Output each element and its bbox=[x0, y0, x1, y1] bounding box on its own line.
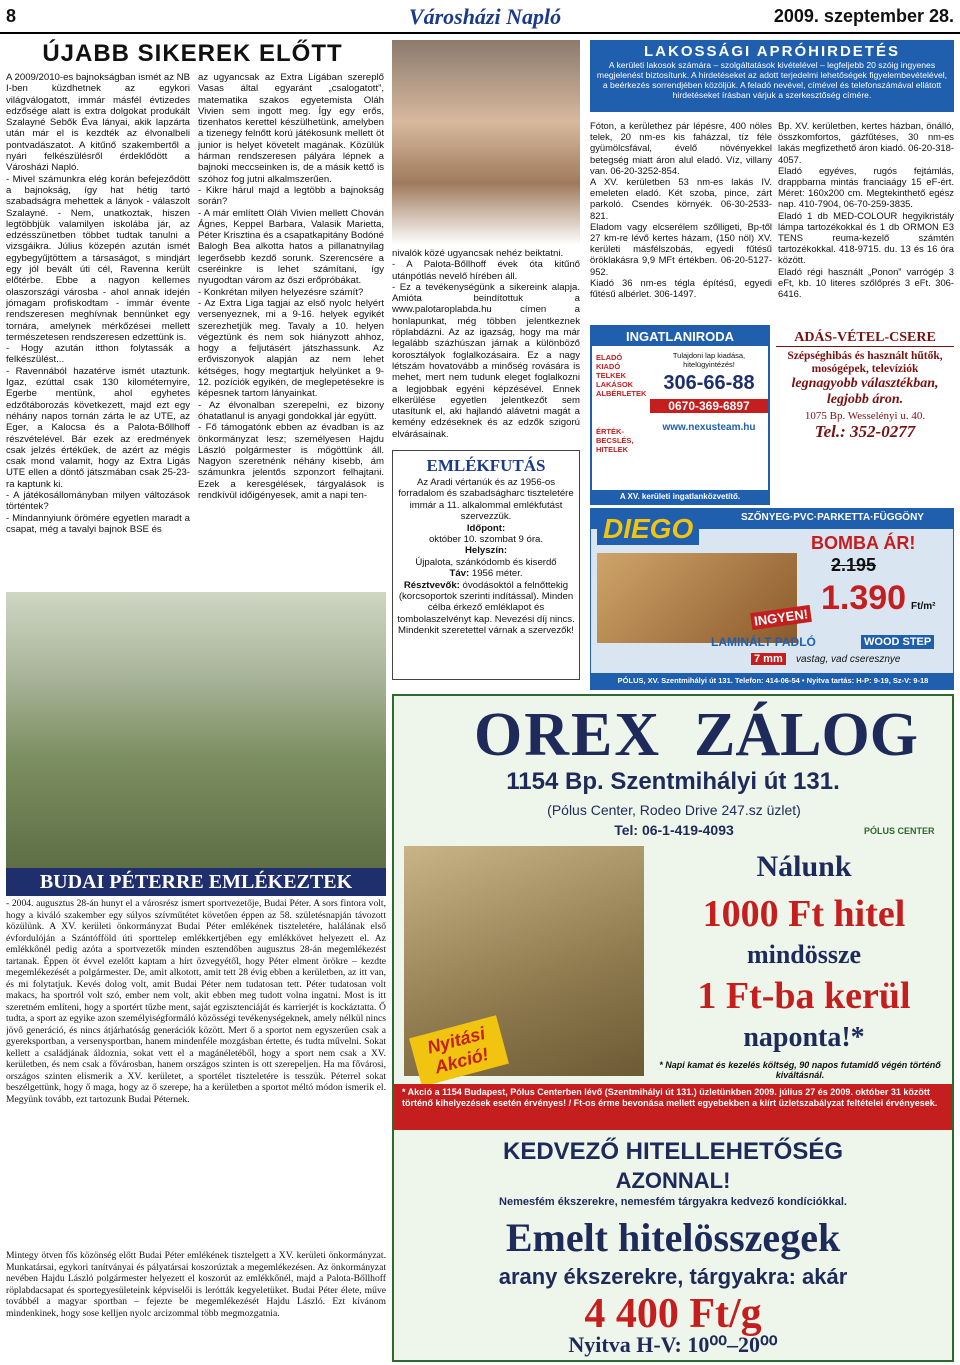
memorial-part-label: Résztvevők: bbox=[403, 579, 460, 591]
orex-note: * Napi kamat és kezelés költség, 90 napos futamidő végén történő kiváltásnál. bbox=[659, 1060, 941, 1080]
memorial-photo bbox=[6, 592, 386, 868]
orex-brand: OREX bbox=[474, 701, 662, 769]
article-headline: ÚJABB SIKEREK ELŐTT bbox=[42, 40, 343, 67]
orex-price: 4 400 Ft/g bbox=[584, 1291, 762, 1337]
memorial-when-label: Időpont: bbox=[466, 522, 506, 534]
orex-addr: 1154 Bp. Szentmihályi út 131. bbox=[506, 768, 840, 795]
classifieds-col-b: Bp. XV. kerületben, kertes házban, önálló, összkomfortos, gázfűtéses, 30 nm-es lakás megfizethető áron kiadó. 06-20-318-4057. Eladó egyéves, rugós fejtámlás, drappbarna mintás franciaágy 15 eF-ért. Méret: 160x200 cm. Megtekinthető egész nap. 410-7904, 06-70-259-3835. Eladó 1 db MED-COLOUR hegyikristály lámpa tartozékokkal és 1 db ORMON E3 TENS reuma-kezelő számtén tartozékokkal. 418-9715. du. 13 és 16 óra között. Eladó régi használt „Ponon” varrógép 3 eFt, kb. 10 literes szőlőprés 3 eFt. 306-6416. bbox=[778, 120, 954, 300]
orex-tel: Tel: 06-1-419-4093 bbox=[614, 822, 734, 838]
memorial-title: EMLÉKFUTÁS bbox=[426, 456, 546, 475]
orex-arany: arany ékszerekre, tárgyakra: akár bbox=[498, 1264, 848, 1289]
ingatlan-sub: Tulajdoni lap kiadása, hitelügyintézés! bbox=[672, 351, 746, 369]
ingatlan-phone-1: 306-66-88 bbox=[663, 372, 755, 394]
diego-logo: DIEGO bbox=[597, 513, 699, 545]
ingatlan-foot: A XV. kerületi ingatlanközvetítő. bbox=[592, 490, 768, 503]
adas-ad bbox=[776, 330, 954, 500]
ingatlan-phone-2: 0670-369-6897 bbox=[650, 399, 768, 413]
orex-naponta: naponta!* bbox=[743, 1022, 865, 1053]
adas-tel: Tel.: 352-0277 bbox=[814, 422, 916, 441]
memorial-when: október 10. szombat 9 óra. bbox=[428, 534, 544, 546]
diego-woodstep: WOOD STEP bbox=[861, 635, 934, 649]
orex-polus: PÓLUS CENTER bbox=[864, 826, 935, 836]
adas-title: ADÁS-VÉTEL-CSERE bbox=[776, 330, 954, 347]
classifieds-header bbox=[590, 40, 954, 112]
orex-mall: (Pólus Center, Rodeo Drive 247.sz üzlet) bbox=[547, 802, 801, 818]
diego-product-image bbox=[597, 553, 797, 643]
ingatlan-side: ELADÓ KIADÓ TELKEK LAKÁSOK ALBÉRLETEK bbox=[596, 353, 647, 398]
diego-ad bbox=[590, 508, 954, 690]
memorial-box bbox=[392, 450, 580, 680]
masthead-logo: Városházi Napló bbox=[408, 4, 562, 29]
masthead-rule bbox=[0, 32, 960, 34]
orex-hours: Nyitva H-V: 10⁰⁰–20⁰⁰ bbox=[568, 1332, 778, 1357]
orex-akcio: * Akció a 1154 Budapest, Pólus Centerben lévő (Szentmihályi út 131.) üzletünkben 2009. július 27 és 2009. október 31 között történő kihelyezések esetén érvényes! / Ft-os érme bevonása mellett egyebekben a kiírt üzletszabályzat feltételei érvényesek. bbox=[394, 1084, 952, 1130]
ingatlan-web: www.nexusteam.hu bbox=[662, 422, 756, 433]
orex-nalunk: Nálunk bbox=[756, 850, 852, 883]
diego-bomba: BOMBA ÁR! bbox=[811, 533, 916, 553]
ingatlan-title: INGATLANIRODA bbox=[592, 327, 768, 346]
diego-footer: PÓLUS, XV. Szentmihályi út 131. Telefon: 414-06-54 • Nyitva tartás: H-P: 9-19, Sz-V: 9-18 bbox=[591, 673, 954, 689]
adas-body: Szépséghibás és használt hűtők, mosógépek, televíziók bbox=[787, 350, 943, 375]
memorial-part: óvodásoktól a felnőttekig (korcsoportok szerinti indítással). Minden célba érkező emléklapot és tombolaszelvényt kap. Nevezési díj nincs. bbox=[397, 579, 575, 625]
memorial-dist: 1956 méter. bbox=[471, 568, 523, 580]
memorial-dist-label: Táv: bbox=[449, 568, 470, 580]
classifieds-col-a: Fóton, a kerülethez pár lépésre, 400 nöles telek, 20 nm-es kis faházzal, tíz féle gyümölcsfával, évelő növényekkel betegség miatt áron alul eladó. Víz, villany van. 06-20-3252-854. A XV. kerületben 53 nm-es lakás IV. emeleten eladó. Két szoba, pince, zárt parkoló. Csendes környék. 06-30-2533-821. Eladom vagy elcserélem szőlligeti, Bp-től 27 km-re lévő kertes házam, (150 nöl) XV. kerületi másfélszobás, egyedi fűtésű öröklakásra 9,9 MFt értékben. 06-20-5127-952. Kiadó 36 nm-es tégla építésű, egyedi fűtésű albérlet. 306-1497. bbox=[590, 120, 772, 300]
orex-kedvezo: KEDVEZŐ HITELLEHETŐSÉG bbox=[502, 1138, 844, 1165]
article-col-2: az ugyancsak az Extra Ligában szereplő Vasas által egyaránt „csalogatott”, matematika szakos egyetemista Oláh Vivien sem ingott meg. Így egy erős, tizenhatos kerettel készülhetünk, amelyben a tizenegy felnőtt korú játékosunk mellett öt junior is helyet követelt magának. Közülük hárman rendszeresen pályára lépnek a bajnoki meccseinken is, de a másik kettő is szóhoz fog jutni alkalmszerűen. - Kikre hárul majd a legtöbb a bajnokság során? - A már említett Oláh Vivien mellett Chován Ágnes, Keppel Barbara, Valasik Marietta, Péter Krisztina és a csapatkapitány Bodóné Balogh Bea alkotta hatos a pillanatnyilag legerősebb kezdő sorunk. Szerencsére a cseréinkre is lehet számítani, így nyugodtan várom az őszi erőpróbákat. - Konkrétan milyen helyezésre számít? - Az Extra Liga tagjai az első nyolc helyért versenyeznek, mi a 9-16. helyek egyikét szerezhetjük meg. Tavaly a 10. helyen végeztünk és nem sok hiányzott ahhoz, hogy a feljutásért játszhassunk. Az erőviszonyok alapján az nem lehet kétséges, hogy megtartjuk helyünket a 9-12. pozíciók egyikén, de meglepetésekre is képesnek tartom lányainkat. - Az élvonalban szerepelni, ez bizony óhatatlanul is anyagi gondokkal jár együtt. - Fő támogatónk ebben az évadban is az önkormányzat lesz; személyesen Hajdu László polgármester is mögöttünk áll. Nagyon szeretnénk néhány kisebb, ám számunkra jelentős szponzort felhajtani. Ezek a keresgélések, tárgyalások is rendkívül időigényesek, amit a napi ten- bbox=[198, 72, 384, 501]
orex-azonnal: AZONNAL! bbox=[615, 1168, 731, 1193]
orex-hitel: 1000 Ft hitel bbox=[702, 893, 906, 935]
orex-emelt: Emelt hitelösszegek bbox=[505, 1215, 841, 1260]
classifieds-intro: A kerületi lakosok számára – szolgáltatások kivételével – legfeljebb 20 szóig ingyenes megjelenést biztosítunk. A hirdetéseket az adott terjedelmi lehetőségek figyelembevételével, a beérkezés sorrendjében közöljük. A feladó nevével, címével és telefonszámával ellátott hirdetéseket írásban várjuk a szerkesztőség címére. bbox=[596, 60, 948, 100]
memorial-body: Az Aradi vértanúk és az 1956-os forradalom és szabadságharc tiszteletére immár a 11. alkalommal emlékfutást szervezzük. bbox=[398, 477, 574, 523]
ingatlan-side-2: ÉRTÉK-BECSLÉS, HITELEK bbox=[596, 427, 634, 454]
budai-p2: Mintegy ötven fős közönség előtt Budai Péter emlékének tisztelgett a XV. kerületi önkormányzat. Munkatársai, egykori tanítványai és pályatársai koszorúztak a megemlékezésen. Az önkormányzat nevében Hajdu László polgármester helyezett el koszorút az emlékkőnél, majd a Palota-Bőllhoff röplabdacsapat és sportegyesületeink képviselői is lerótták kegyeletüket. Budai Péter élete, műve továbbél a magyar sportban – fejezte be megemlékezését Hajdu László. Ezt kívánom mindenkinek, hogy sose kelljen nyolc arcizommal több megmozgatnia. bbox=[6, 1250, 386, 1319]
diego-mm: 7 mm bbox=[751, 653, 786, 665]
article-col-1: A 2009/2010-es bajnokságban ismét az NB I-ben küzdhetnek az egykori világválogatott, immár másfél évtizedes edzősége alatt is extra dolgokat produkált Szalayné Sebők Éva lányai, akik lapzárta után már el is kezdték az élvonalbeli pontvadászatot. A kitűnő szakembertől a nyári felkészülésről érdeklődött a Városházi Napló. - Mivel számunkra elég korán befejeződött a bajnokság, így hat hétig tartó szabadságra mehettek a lányok - válaszolt Szalayné. - Nem, unatkoztak, hiszen legtöbbjük valamilyen iskolába jár, az edzésszünetben többet tudtak tanulni a vizsgáikra. Július közepén azután ismét egybegyűjtöttem a társaságot, s mindjárt egy jól bevált úti cél, Ravenna került előtérbe. Ebbe a nagyon kellemes olaszországi városba - ahol annak idején jómagam profiskodtam - immár évente rendszeresen meghívnak bennünket egy tornára, amelynek mérkőzései mellett természetesen rendszeresen edzettünk is. - Hogy azután itthon folytassák a felkészülést... - Ravennából hazatérve ismét utaztunk. Igaz, ezúttal csak 130 kilométernyire, Egerbe mentünk, ahol egyhetes edzőtáborozás következett, majd ezt egy néhány napos tornán zárta le az UTE, az Eger, a Kalocsa és a Palota-Bőllhoff részvételével. Bár ezek az eredmények csak jelzés értékűek, de azért az mégis csak mond valamit, hogy az Extra Ligás UTE ellen a döntő játszmában csak 25-23-ra kaptunk ki. - A játékosállományban milyen változások történtek? - Mindannyiunk örömére egyetlen maradt a csapat, még a tavalyi bajnok BSE és bbox=[6, 72, 190, 535]
diego-old-price: 2.195 bbox=[831, 555, 877, 575]
page-number: 8 bbox=[6, 6, 17, 26]
memorial-sign: Mindenkit szeretettel várnak a szervezők! bbox=[398, 625, 574, 637]
diego-ingyen: INGYEN! bbox=[750, 605, 812, 630]
diego-mm-text: vastag, vad cseresznye bbox=[796, 654, 901, 665]
adas-em: legnagyobb választékban, legjobb áron. bbox=[791, 376, 939, 407]
adas-addr: 1075 Bp. Wesselényi u. 40. bbox=[804, 410, 926, 422]
classifieds-title: LAKOSSÁGI APRÓHIRDETÉS bbox=[644, 43, 900, 60]
diego-unit: Ft/m² bbox=[911, 601, 936, 612]
budai-title: BUDAI PÉTERRE EMLÉKEZTEK bbox=[6, 868, 386, 896]
budai-p1: - 2004. augusztus 28-án hunyt el a városrész ismert sportvezetője, Budai Péter. A sors fintora volt, hogy a kiváló szakember egy súlyos szívműtétet követően éppen az 58. születésnapján távozott közülünk. A XV. kerületi önkormányzat Budai Péter emlékének tiszteletére, halálának első évfordulóján a Szántófföld úti sporttelep emlékkertjében egy emlékkövet helyezett el. Az emlékkőnél pedig azóta a sportvezetők minden esztendőben augusztus 28-án megemlékezést tartanak. Éppen öt évvel ezelőtt kaptam a hírt özvegyétől, hogy Péter elment örökre – kezdte megemlékezését a polgármester. De, amit alkotott, amit tett 28 évig ebben a kerületben, az itt van, és mi folytatjuk. Kevés dolog volt, amit Budai Péter nem tudatosan tett. Péter tudatosan volt makacs, ha sportról volt szó, ember nem volt, akit ebben meg tudott volna ingatni. Most is itt szeretném említeni, hogy a sportért tűzbe ment, saját egzisztenciáját és karrierjét is kockáztatta. Ő tudta, a sport az egyike azon személyiségformáló közösségi tevékenységeknek, amely nélkül nincs jövő generáció, és nincs átjárhatóság generációk között. Mert ő a sportot nem egyszerűen csak a gyereksportban, a versenysportban, hanem mindenféle mozgásban értette, és tudta művelni. Sokat kellett a családjának áldoznia, sokat vett el a magánéletéből, hogy a sport nem csak a XV. kerületben, és nem csak a fővárosban, hanem országos szinten is ott szerepeljen. Ha ma fővárosi, országos szinten elismerik a XV. kerületet, a sportélet tiszteletére is tesszük. Péterrel sokat beszélgettünk, hogy ő maga, hogy az ő szerepe, ha a kerületben a sportot méltó módon ismerik el. Megyünk tovább, ezt tartozunk Budai Péternek. bbox=[6, 898, 386, 1105]
orex-zalog: ZÁLOG bbox=[694, 701, 918, 769]
article-photo-player bbox=[392, 40, 580, 245]
ingatlan-ad bbox=[590, 325, 770, 505]
diego-laminalt: LAMINÁLT PADLÓ bbox=[711, 635, 816, 649]
issue-date: 2009. szeptember 28. bbox=[773, 6, 954, 26]
diego-tagline: SZŐNYEG·PVC·PARKETTA·FÜGGÖNY bbox=[741, 512, 924, 523]
memorial-where-label: Helyszín: bbox=[464, 545, 508, 557]
orex-nemesfem: Nemesfém ékszerekre, nemesfém tárgyakra kedvező kondíciókkal. bbox=[499, 1196, 847, 1208]
orex-nyitasi: Nyitási Akció! bbox=[409, 1015, 509, 1087]
orex-ad bbox=[392, 694, 954, 1362]
article-col-3: nivalók közé ugyancsak nehéz beiktatni. - A Palota-Bőllhoff évek óta kitűnő utánpótlás nevelő hírében áll. - Ez a tevékenységünk a sikereink alapja. Amióta beindítottuk a www.palotaroplabda.hu címen a honlapunkat, még többen jelentkeznek röplabdázni. Az az igazság, hogy ma már legalább százhúszan járnak a különböző korosztályok foglalkozásaira. Ez a nagy létszám hovatovább a minőség rovására is mehet, mert nem tudunk eleget foglalkozni a legjobbak egyéni képzésével. Ennek elkerülése egyetlen jelentkezőt sem utasítunk el, aki hajlandó alávetni magát a kemény edzéseknek és az edzők szigorú elvárásainak. bbox=[392, 248, 580, 440]
diego-new-price: 1.390 bbox=[821, 579, 907, 617]
orex-mindossze: mindössze bbox=[746, 940, 862, 969]
memorial-where: Újpalota, szánkódomb és kiserdő bbox=[415, 556, 557, 568]
orex-ftbakerul: 1 Ft-ba kerül bbox=[697, 975, 911, 1017]
